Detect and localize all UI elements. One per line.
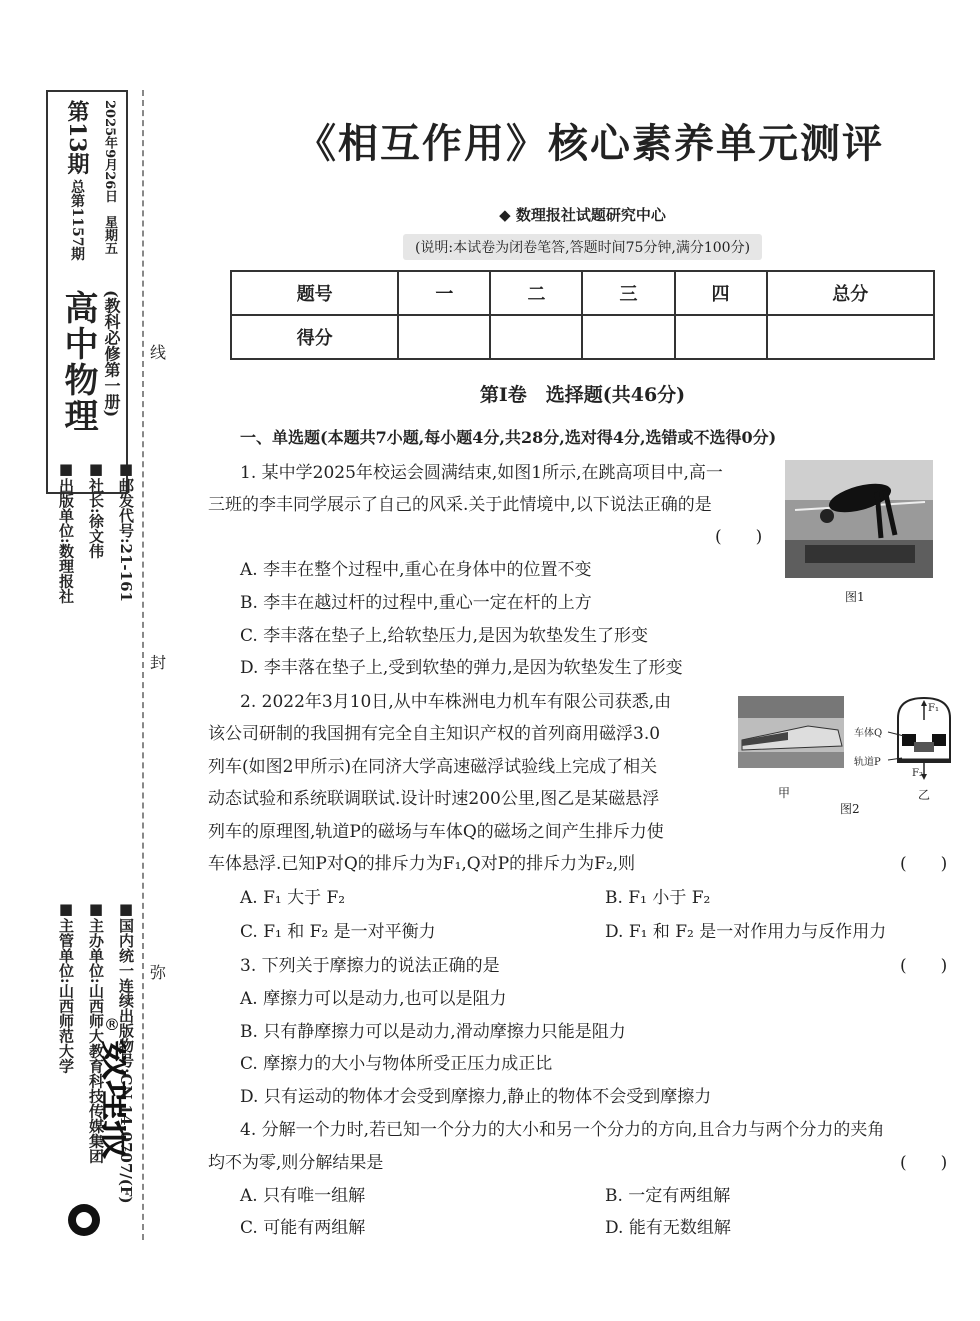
director: ■社长:徐文伟 bbox=[87, 460, 105, 559]
edition: (教科必修第一册) bbox=[102, 290, 121, 418]
q1-option-a[interactable]: A. 李丰在整个过程中,重心在身体中的位置不变 bbox=[240, 560, 592, 580]
date: 2025年9月26日 bbox=[102, 100, 117, 203]
score-cell: 总分 bbox=[767, 271, 934, 315]
q3-answer-paren[interactable]: ( ) bbox=[900, 956, 948, 976]
cut-word-seal: 封 bbox=[150, 653, 167, 672]
q3-stem: 3. 下列关于摩擦力的说法正确的是 bbox=[240, 956, 500, 976]
q2-stem-2: 该公司研制的我国拥有完全自主知识产权的首列商用磁浮3.0 bbox=[208, 724, 661, 744]
q4-option-c[interactable]: C. 可能有两组解 bbox=[240, 1218, 366, 1238]
weekday: 星期五 bbox=[102, 215, 117, 255]
score-input-cell[interactable] bbox=[675, 315, 767, 359]
score-cell: 二 bbox=[490, 271, 582, 315]
figure-1-photo bbox=[785, 460, 933, 578]
figure-2-caption: 图2 bbox=[840, 802, 860, 816]
q3-option-c[interactable]: C. 摩擦力的大小与物体所受正压力成正比 bbox=[240, 1054, 553, 1074]
score-input-cell[interactable] bbox=[767, 315, 934, 359]
q1-stem-2: 三班的李丰同学展示了自己的风采.关于此情境中,以下说法正确的是 bbox=[208, 495, 712, 515]
q2-option-a[interactable]: A. F₁ 大于 F₂ bbox=[240, 888, 346, 908]
figure-2-train-photo bbox=[738, 696, 844, 768]
logo-text: 数理报 bbox=[96, 1040, 126, 1160]
cut-line bbox=[142, 90, 144, 1240]
q4-stem-1: 4. 分解一个力时,若已知一个分力的大小和另一个分力的方向,且合力与两个分力的夹角 bbox=[240, 1120, 885, 1140]
score-cell: 四 bbox=[675, 271, 767, 315]
author-line: ◆ 数理报社试题研究中心 bbox=[499, 206, 666, 224]
q1-option-d[interactable]: D. 李丰落在垫子上,受到软垫的弹力,是因为软垫发生了形变 bbox=[240, 658, 683, 678]
figure-2-diagram bbox=[848, 690, 966, 790]
q3-option-b[interactable]: B. 只有静摩擦力可以是动力,滑动摩擦力只能是阻力 bbox=[240, 1022, 626, 1042]
label-f2: F₂ bbox=[912, 768, 923, 779]
logo-icon bbox=[46, 1010, 126, 1240]
figure-1-caption: 图1 bbox=[845, 590, 865, 604]
cut-word-line: 线 bbox=[150, 343, 167, 362]
part-heading: 一、单选题(本题共7小题,每小题4分,共28分,选对得4分,选错或不选得0分) bbox=[240, 428, 777, 447]
q4-answer-paren[interactable]: ( ) bbox=[900, 1153, 948, 1173]
score-header-row bbox=[231, 271, 934, 315]
q2-option-c[interactable]: C. F₁ 和 F₂ 是一对平衡力 bbox=[240, 922, 436, 942]
score-cell: 得分 bbox=[231, 315, 398, 359]
publisher-logo bbox=[46, 1010, 126, 1240]
cut-word-mi: 弥 bbox=[150, 963, 167, 982]
score-cell: 题号 bbox=[231, 271, 398, 315]
label-car-body: 车体Q bbox=[854, 728, 883, 739]
q4-option-b[interactable]: B. 一定有两组解 bbox=[605, 1186, 731, 1206]
figure-2-label-jia: 甲 bbox=[778, 786, 791, 800]
q1-stem-1: 1. 某中学2025年校运会圆满结束,如图1所示,在跳高项目中,高一 bbox=[240, 463, 723, 483]
magazine-title: 高中物理 bbox=[58, 290, 98, 434]
publisher: ■出版单位:数理报社 bbox=[57, 460, 75, 604]
label-f1: F₁ bbox=[928, 703, 939, 714]
q2-stem-4: 动态试验和系统联调联试.设计时速200公里,图乙是某磁悬浮 bbox=[208, 789, 660, 809]
high-jump-photo-icon bbox=[785, 460, 933, 578]
note-line bbox=[230, 234, 935, 260]
maglev-diagram-icon bbox=[848, 690, 966, 790]
q2-stem-3: 列车(如图2甲所示)在同济大学高速磁浮试验线上完成了相关 bbox=[208, 757, 658, 777]
q2-stem-5: 列车的原理图,轨道P的磁场与车体Q的磁场之间产生排斥力使 bbox=[208, 822, 664, 842]
score-cell: 一 bbox=[398, 271, 490, 315]
section-title: 第Ⅰ卷 选择题(共46分) bbox=[479, 384, 686, 406]
q2-option-d[interactable]: D. F₁ 和 F₂ 是一对作用力与反作用力 bbox=[605, 922, 887, 942]
q1-option-c[interactable]: C. 李丰落在垫子上,给软垫压力,是因为软垫发生了形变 bbox=[240, 626, 649, 646]
score-cell: 三 bbox=[582, 271, 674, 315]
q2-answer-paren[interactable]: ( ) bbox=[900, 854, 948, 874]
figure-2-label-yi: 乙 bbox=[918, 788, 931, 802]
score-input-cell[interactable] bbox=[582, 315, 674, 359]
q4-option-a[interactable]: A. 只有唯一组解 bbox=[240, 1186, 366, 1206]
q2-stem-1: 2. 2022年3月10日,从中车株洲电力机车有限公司获悉,由 bbox=[240, 692, 672, 712]
issue-no: 第13期 bbox=[64, 100, 90, 175]
logo-registered: ® bbox=[104, 1015, 120, 1034]
issue-date bbox=[100, 100, 119, 254]
score-input-cell[interactable] bbox=[490, 315, 582, 359]
total-issue: 总第1157期 bbox=[69, 179, 85, 261]
page-title: 《相互作用》核心素养单元测评 bbox=[296, 120, 884, 167]
label-track: 轨道P bbox=[854, 757, 881, 768]
score-input-cell[interactable] bbox=[398, 315, 490, 359]
exam-note: (说明:本试卷为闭卷笔答,答题时间75分钟,满分100分) bbox=[403, 234, 762, 260]
q4-option-d[interactable]: D. 能有无数组解 bbox=[605, 1218, 731, 1238]
postal-code: ■邮发代号:21-161 bbox=[117, 460, 135, 602]
score-value-row bbox=[231, 315, 934, 359]
cn-number: ■国内统一连续出版物号:CN 14-0707/(F) bbox=[117, 900, 135, 1204]
issue-number bbox=[62, 100, 93, 260]
q2-option-b[interactable]: B. F₁ 小于 F₂ bbox=[605, 888, 711, 908]
q1-option-b[interactable]: B. 李丰在越过杆的过程中,重心一定在杆的上方 bbox=[240, 593, 592, 613]
maglev-train-icon bbox=[738, 696, 844, 768]
q1-answer-paren[interactable]: ( ) bbox=[715, 527, 763, 547]
q3-option-a[interactable]: A. 摩擦力可以是动力,也可以是阻力 bbox=[240, 989, 507, 1009]
q4-stem-2: 均不为零,则分解结果是 bbox=[208, 1153, 384, 1173]
q2-stem-6: 车体悬浮.已知P对Q的排斥力为F₁,Q对P的排斥力为F₂,则 bbox=[208, 854, 636, 874]
sponsor-unit: ■主办单位:山西师大教育科技传媒集团 bbox=[87, 900, 105, 1164]
supervisor-unit: ■主管单位:山西师范大学 bbox=[57, 900, 75, 1074]
q3-option-d[interactable]: D. 只有运动的物体才会受到摩擦力,静止的物体不会受到摩擦力 bbox=[240, 1087, 712, 1107]
score-table bbox=[230, 270, 935, 360]
